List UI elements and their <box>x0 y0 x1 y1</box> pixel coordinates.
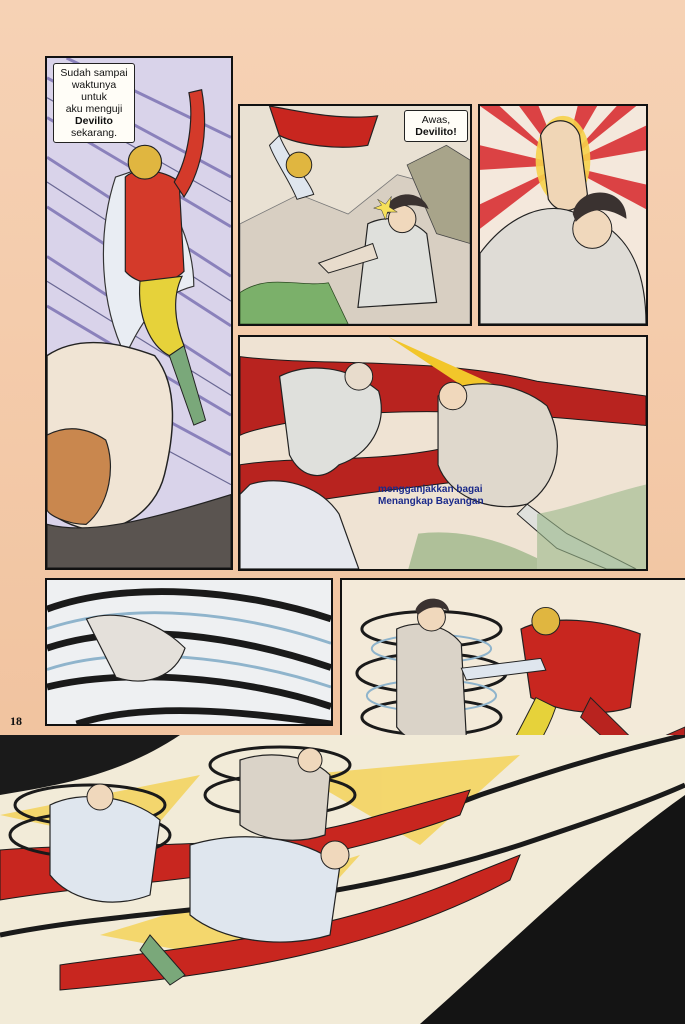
balloon-text-line: Awas, <box>421 114 451 126</box>
balloon-name: Devilito! <box>415 126 457 138</box>
panel-3-palm-strike <box>478 104 648 326</box>
panel-1-leaping-man <box>45 56 233 570</box>
sfx-technique-caption <box>378 484 484 508</box>
panel-5-swirl-closeup <box>45 578 333 726</box>
balloon-name: Devilito <box>75 115 113 127</box>
balloon-text-line: aku menguji <box>65 103 123 115</box>
balloon-text-line: sekarang. <box>70 127 118 139</box>
sfx-text-line: mengganjakkan bagai <box>378 484 483 495</box>
panel-4-art <box>240 337 646 569</box>
panel-3-art <box>480 106 646 324</box>
page-number: 18 <box>10 714 22 728</box>
panel-7-shadow-clones <box>0 735 685 1024</box>
panel-5-art <box>47 580 331 724</box>
sfx-text-line: Menangkap Bayangan <box>378 496 484 507</box>
panel-7-art <box>0 735 685 1024</box>
speech-balloon-panel-2 <box>404 110 468 142</box>
balloon-text-line: Sudah sampai <box>60 67 128 79</box>
panel-2-warning <box>238 104 472 326</box>
panel-4-clash <box>238 335 648 571</box>
balloon-text-line: waktunya untuk <box>71 79 117 103</box>
speech-balloon-panel-1 <box>53 63 135 143</box>
